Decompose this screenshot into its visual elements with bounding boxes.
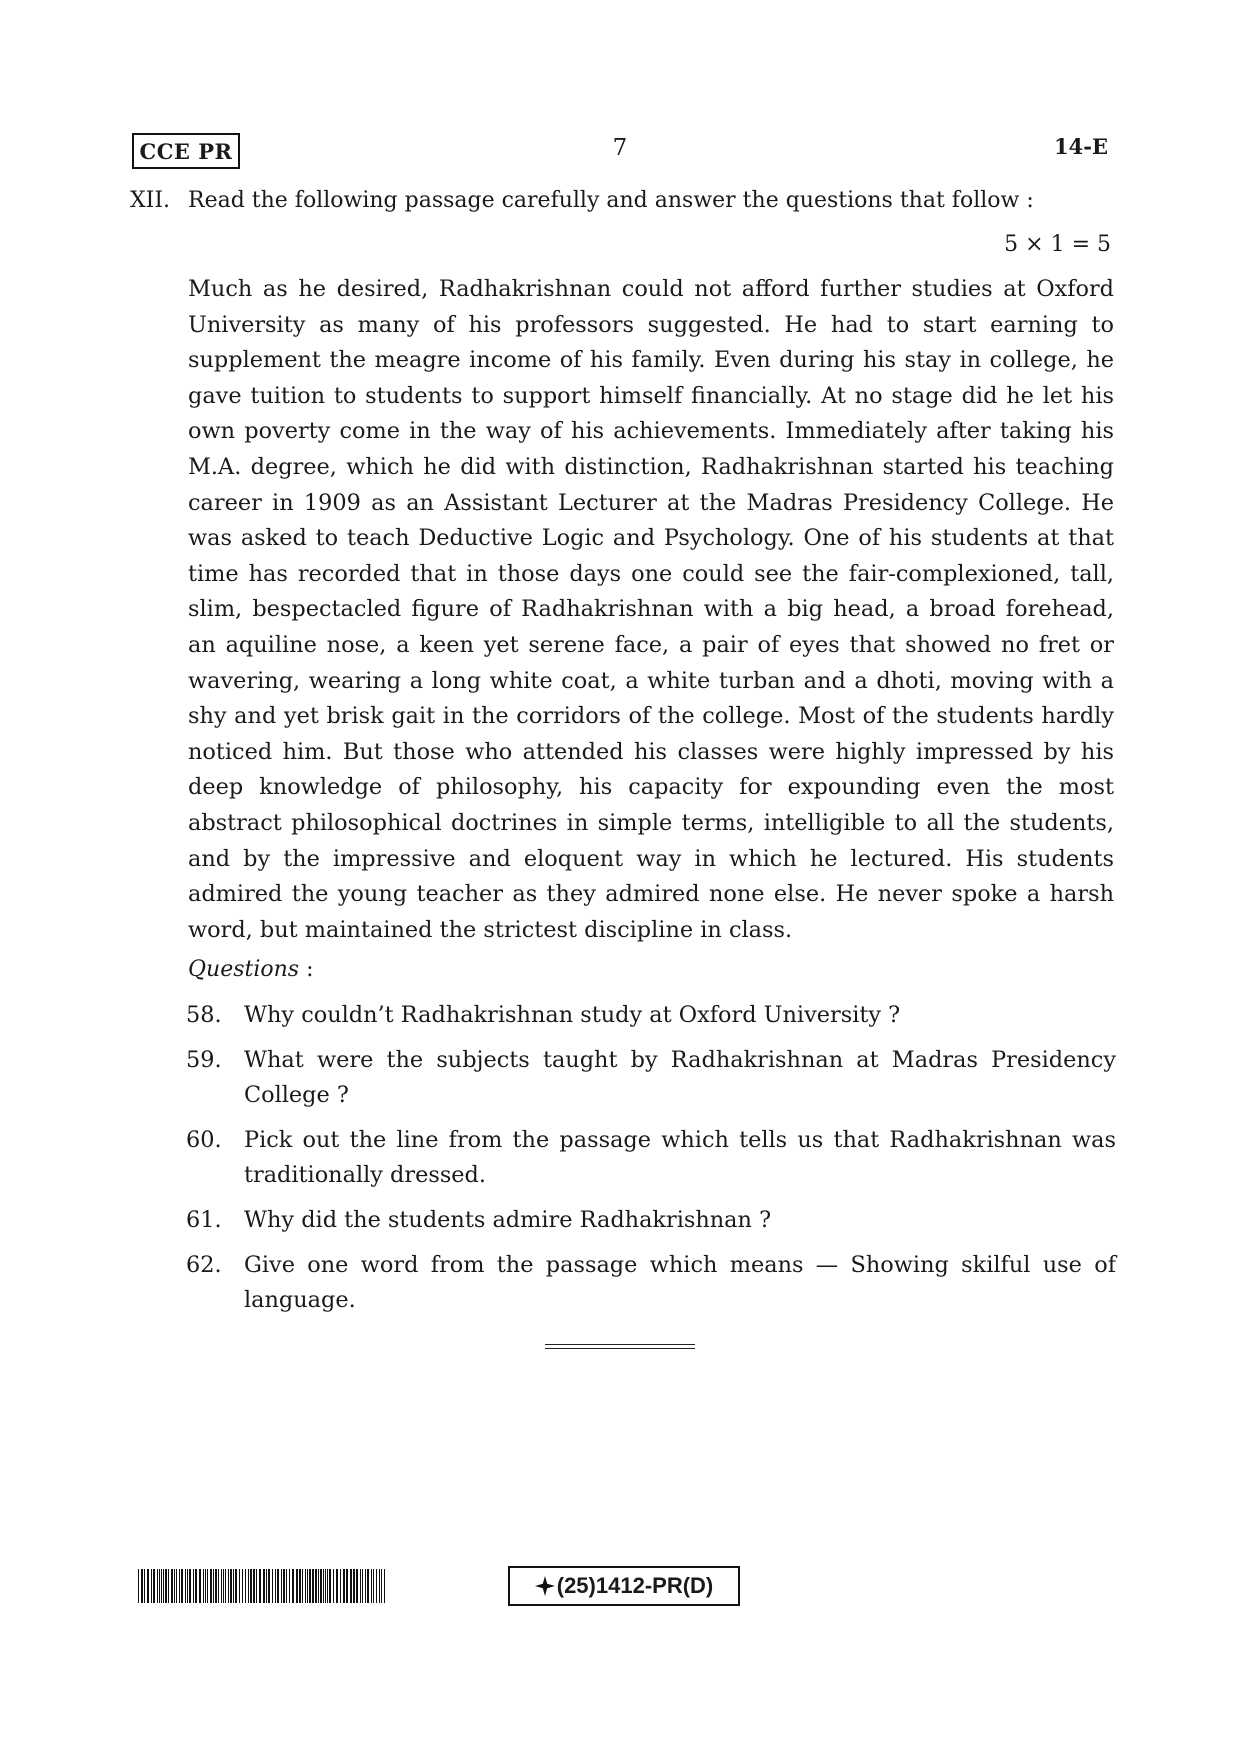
end-of-section-rule xyxy=(545,1344,695,1349)
questions-heading xyxy=(188,957,314,982)
page-number: 7 xyxy=(612,135,628,161)
question-item-number: 60. xyxy=(186,1126,222,1153)
question-item-number: 58. xyxy=(186,1002,222,1028)
header-subject-box: CCE PR xyxy=(132,133,240,169)
question-item-number: 62. xyxy=(186,1251,222,1278)
question-item-text: Give one word from the passage which means — Showing skilful use of language. xyxy=(244,1251,1116,1314)
paper-code: 14-E xyxy=(1054,134,1108,159)
question-item-text: What were the subjects taught by Radhakrishnan at Madras Presidency College ? xyxy=(244,1046,1116,1109)
reading-passage: Much as he desired, Radhakrishnan could not afford further studies at Oxford University as many of his professors suggested. He had to start earning to supplement the meagre income of his family. Even during his stay in college, he gave tuition to students to support himself financially. At no stage did he let his own poverty come in the way of his achievements. Immediately after taking his M.A. degree, which he did with distinction, Radhakrishnan started his teaching career in 1909 as an Assistant Lecturer at the Madras Presidency College. He was asked to teach Deductive Logic and Psychology. One of his students at that time has recorded that in those days one could see the fair-complexioned, tall, slim, bespectacled figure of Radhakrishnan with a big head, a broad forehead, an aquiline nose, a keen yet serene face, a pair of eyes that showed no fret or wavering, wearing a long white coat, a white turban and a dhoti, moving with a shy and yet brisk gait in the corridors of the college. Most of the students hardly noticed him. But those who attended his classes were highly impressed by his deep knowledge of philosophy, his capacity for expounding even the most abstract philosophical doctrines in simple terms, intelligible to all the students, and by the impressive and eloquent way in which he lectured. His students admired the young teacher as they admired none else. He never spoke a harsh word, but maintained the strictest discipline in class. xyxy=(188,276,1114,943)
question-item-text: Why did the students admire Radhakrishnan ? xyxy=(244,1206,772,1233)
footer-code: (25)1412-PR(D) xyxy=(556,1573,714,1598)
question-item xyxy=(186,1123,1116,1194)
four-point-star-icon xyxy=(535,1576,555,1596)
questions-colon: : xyxy=(299,957,314,982)
question-item xyxy=(186,1043,1116,1114)
barcode-icon xyxy=(138,1569,388,1603)
marks-allocation: 5 × 1 = 5 xyxy=(1004,232,1111,257)
question-item-number: 59. xyxy=(186,1046,222,1073)
question-item xyxy=(186,1203,1116,1239)
question-instruction: Read the following passage carefully and answer the questions that follow : xyxy=(188,188,1034,213)
question-item xyxy=(186,1248,1116,1319)
question-list xyxy=(186,998,1116,1328)
question-item xyxy=(186,998,1116,1034)
question-item-text: Why couldn’t Radhakrishnan study at Oxford University ? xyxy=(244,1002,901,1028)
question-item-number: 61. xyxy=(186,1206,222,1233)
footer-code-box xyxy=(508,1566,740,1606)
question-number: XII. xyxy=(130,188,171,213)
questions-label: Questions xyxy=(188,957,300,982)
question-item-text: Pick out the line from the passage which tells us that Radhakrishnan was traditionally dressed. xyxy=(244,1126,1116,1189)
